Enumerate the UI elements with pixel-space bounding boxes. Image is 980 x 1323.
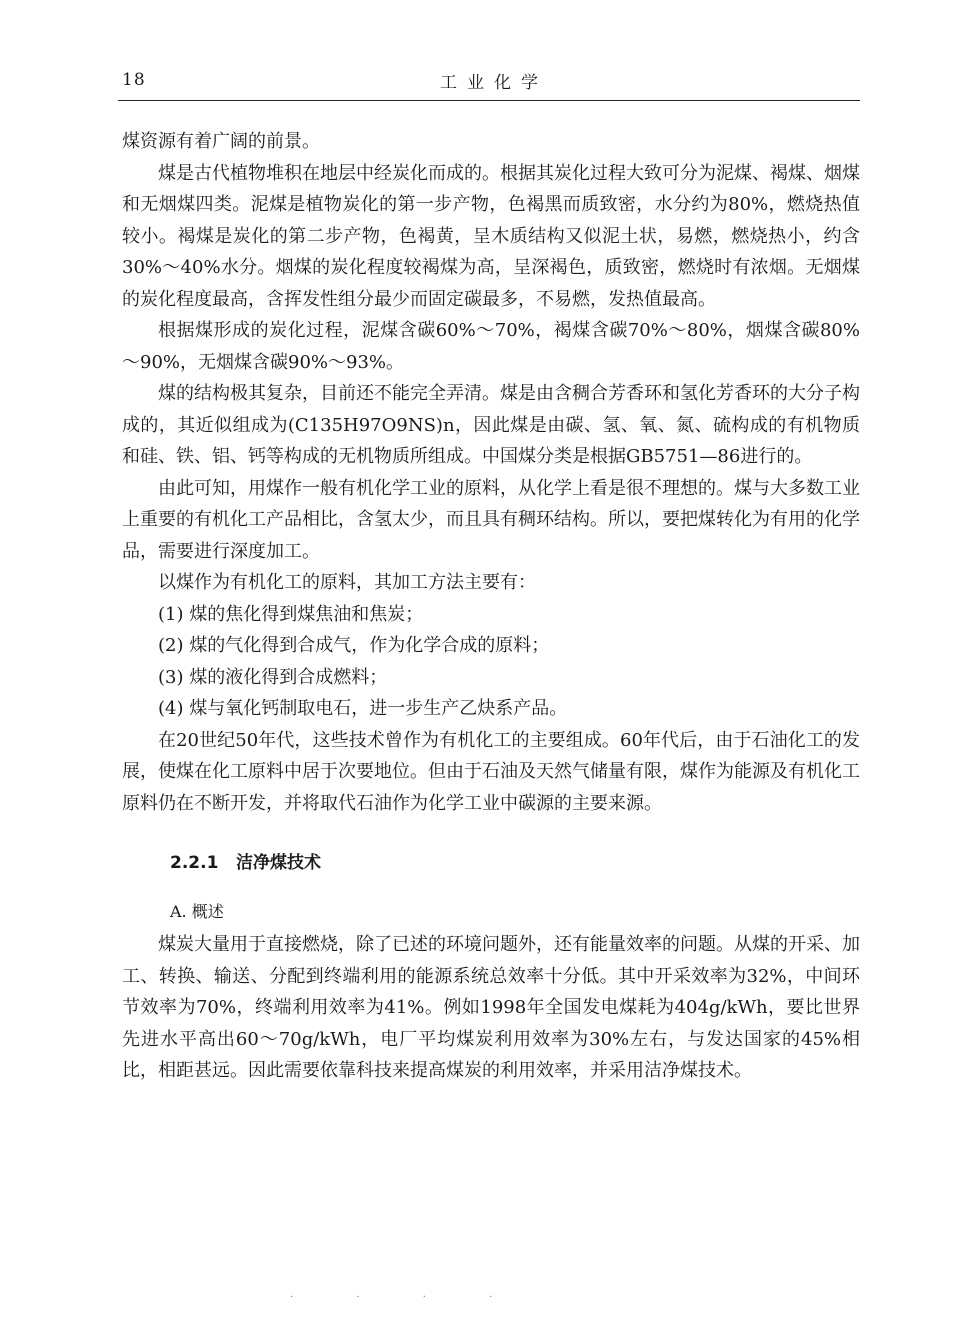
paragraph: 以煤作为有机化工的原料，其加工方法主要有： xyxy=(158,572,536,593)
paragraph: 煤资源有着广阔的前景。 xyxy=(122,131,320,152)
list-item: (3) 煤的液化得到合成燃料； xyxy=(158,666,388,688)
section-title: 洁净煤技术 xyxy=(236,853,321,873)
paragraph: 在20世纪50年代，这些技术曾作为有机化工的主要组成。60年代后，由于石油化工的发展，使煤在化工原料中居于次要地位。但由于石油及天然气储量有限，煤作为能源及有机化工原料仍在不断开发，并将取代石油作为化学工业中碳源的主要来源。 xyxy=(122,729,860,814)
running-title: 工业化学 xyxy=(440,73,548,93)
text-segment: ，因此煤是由碳、氢、氧、氮、硫构成的有机物质和硅、铁、铝、钙等构成的无机物质所组成。中国煤分类是根据GB5751—86进行的。 xyxy=(122,414,861,467)
body-text xyxy=(122,126,860,1087)
section-heading xyxy=(122,843,860,883)
list-item: (4) 煤与氧化钙制取电石，进一步生产乙炔系产品。 xyxy=(158,698,568,719)
subheading: A. 概述 xyxy=(170,902,224,921)
chemical-formula: (C135H97O9NS)n xyxy=(287,414,455,436)
paragraph: 煤炭大量用于直接燃烧，除了已述的环境问题外，还有能量效率的问题。从煤的开采、加工、转换、输送、分配到终端利用的能源系统总效率十分低。其中开采效率为32%，中间环节效率为70%，终端利用效率为41%。例如1998年全国发电煤耗为404g/kWh，要比世界先进水平高出60～70g/kWh，电厂平均煤炭利用效率为30%左右，与发达国家的45%相比，相距甚远。因此需要依靠科技来提高煤炭的利用效率，并采用洁净煤技术。 xyxy=(122,934,860,1081)
header-rule xyxy=(118,100,860,101)
footer-scan-marks: · · · · xyxy=(290,1292,523,1303)
paragraph: 根据煤形成的炭化过程，泥煤含碳60%～70%，褐煤含碳70%～80%，烟煤含碳80%～90%，无烟煤含碳90%～93%。 xyxy=(122,320,860,373)
paragraph: 由此可知，用煤作一般有机化学工业的原料，从化学上看是很不理想的。煤与大多数工业上重要的有机化工产品相比，含氢太少，而且具有稠环结构。所以，要把煤转化为有用的化学品，需要进行深度加工。 xyxy=(122,477,860,562)
list-item: (2) 煤的气化得到合成气，作为化学合成的原料； xyxy=(158,635,550,656)
list-item: (1) 煤的焦化得到煤焦油和焦炭； xyxy=(158,603,424,625)
paragraph-coal-structure xyxy=(122,378,860,473)
section-number: 2.2.1 xyxy=(170,853,219,873)
page-number: 18 xyxy=(122,70,146,90)
paragraph: 煤是古代植物堆积在地层中经炭化而成的。根据其炭化过程大致可分为泥煤、褐煤、烟煤和无烟煤四类。泥煤是植物炭化的第一步产物，色褐黑而质致密，水分约为80%，燃烧热值较小。褐煤是炭化的第二步产物，色褐黄，呈木质结构又似泥土状，易燃，燃烧热小，约含30%～40%水分。烟煤的炭化程度较褐煤为高，呈深褐色，质致密，燃烧时有浓烟。无烟煤的炭化程度最高，含挥发性组分最少而固定碳最多，不易燃，发热值最高。 xyxy=(122,162,860,310)
text-segment: 煤的结构极其复杂，目前还不能完全弄清。煤是由含稠合芳香环和氢化芳香环的大分子构成的，其近似组成为 xyxy=(122,383,860,436)
